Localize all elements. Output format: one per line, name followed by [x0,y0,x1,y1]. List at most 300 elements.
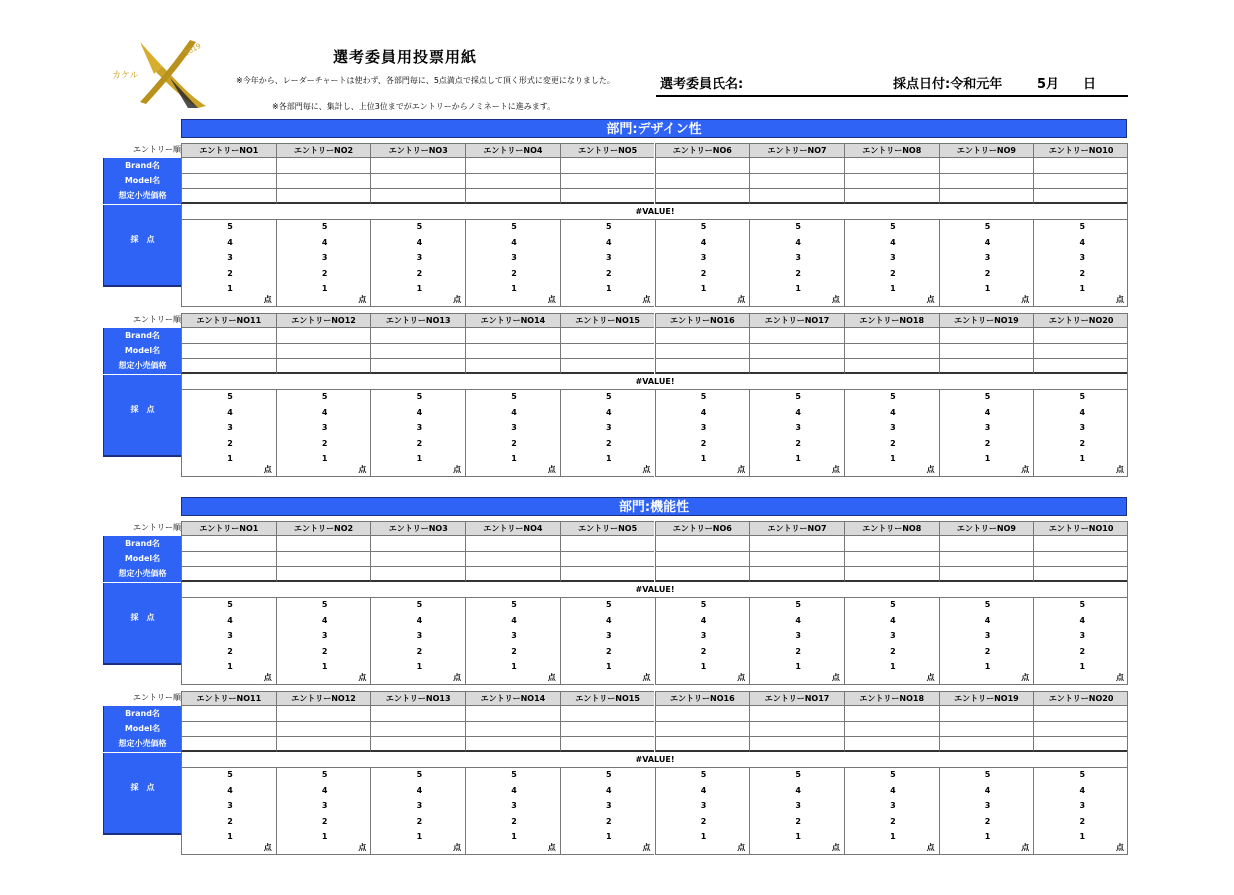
score-option[interactable]: 2 [700,438,707,448]
price-input[interactable] [276,358,371,374]
model-input[interactable] [1033,721,1128,737]
score-option[interactable]: 3 [1079,631,1086,640]
model-input[interactable] [370,173,465,189]
score-option[interactable]: 4 [890,615,896,625]
score-option[interactable]: 4 [890,785,896,795]
score-cell[interactable] [370,220,465,307]
price-input[interactable] [181,188,276,204]
score-option[interactable]: 5 [700,770,707,779]
price-input[interactable] [939,566,1034,582]
model-input[interactable] [560,173,655,189]
model-input[interactable] [181,343,276,359]
score-option[interactable]: 5 [416,222,423,231]
score-option[interactable]: 4 [511,237,517,247]
score-option[interactable]: 4 [511,615,517,625]
score-option[interactable]: 1 [416,662,423,671]
score-option[interactable]: 4 [700,785,707,795]
brand-input[interactable] [655,328,750,344]
score-option[interactable]: 5 [321,392,328,401]
score-option[interactable]: 2 [321,816,328,826]
price-input[interactable] [370,566,465,582]
model-input[interactable] [749,721,844,737]
score-option[interactable]: 4 [984,615,991,625]
score-cell[interactable] [465,390,560,477]
score-option[interactable]: 4 [890,237,896,247]
score-option[interactable]: 3 [321,423,328,432]
score-option[interactable]: 4 [606,407,612,417]
score-option[interactable]: 4 [795,407,801,417]
price-input[interactable] [844,566,939,582]
price-input[interactable] [749,566,844,582]
score-option[interactable]: 4 [321,785,328,795]
score-option[interactable]: 4 [511,407,517,417]
score-option[interactable]: 2 [321,268,328,278]
price-input[interactable] [560,566,655,582]
score-cell[interactable] [749,390,844,477]
brand-input[interactable] [939,536,1034,552]
score-option[interactable]: 1 [511,832,517,841]
score-option[interactable]: 3 [321,631,328,640]
score-cell[interactable] [939,390,1034,477]
score-option[interactable]: 2 [700,646,707,656]
score-option[interactable]: 1 [795,832,801,841]
score-cell[interactable] [181,390,276,477]
price-input[interactable] [939,188,1034,204]
score-option[interactable]: 5 [700,600,707,609]
score-cell[interactable] [560,768,655,855]
score-option[interactable]: 3 [227,801,233,810]
model-input[interactable] [370,721,465,737]
score-option[interactable]: 5 [700,222,707,231]
score-cell[interactable] [370,390,465,477]
score-cell[interactable] [655,598,750,685]
price-input[interactable] [655,358,750,374]
score-cell[interactable] [276,220,371,307]
score-option[interactable]: 4 [1079,237,1086,247]
brand-input[interactable] [465,328,560,344]
score-option[interactable]: 4 [416,237,423,247]
score-option[interactable]: 1 [984,284,991,293]
score-cell[interactable] [1033,768,1128,855]
price-input[interactable] [276,736,371,752]
model-input[interactable] [560,721,655,737]
score-option[interactable]: 3 [795,423,801,432]
score-option[interactable]: 1 [321,662,328,671]
score-cell[interactable] [181,220,276,307]
score-option[interactable]: 2 [511,438,517,448]
model-input[interactable] [465,173,560,189]
score-option[interactable]: 2 [1079,268,1086,278]
score-option[interactable]: 4 [984,237,991,247]
score-option[interactable]: 2 [890,438,896,448]
score-option[interactable]: 3 [984,423,991,432]
score-option[interactable]: 5 [416,600,423,609]
price-input[interactable] [560,188,655,204]
score-option[interactable]: 1 [321,832,328,841]
score-option[interactable]: 2 [700,268,707,278]
brand-input[interactable] [560,706,655,722]
model-input[interactable] [181,551,276,567]
score-option[interactable]: 2 [890,816,896,826]
score-option[interactable]: 5 [606,770,612,779]
brand-input[interactable] [181,158,276,174]
score-option[interactable]: 1 [227,454,233,463]
score-option[interactable]: 5 [606,600,612,609]
score-option[interactable]: 1 [416,284,423,293]
score-cell[interactable] [560,598,655,685]
brand-input[interactable] [655,158,750,174]
score-option[interactable]: 5 [416,770,423,779]
brand-input[interactable] [1033,536,1128,552]
score-option[interactable]: 5 [606,222,612,231]
model-input[interactable] [939,721,1034,737]
score-option[interactable]: 1 [700,284,707,293]
score-option[interactable]: 5 [227,770,233,779]
score-cell[interactable] [844,768,939,855]
model-input[interactable] [1033,173,1128,189]
score-option[interactable]: 3 [1079,253,1086,262]
model-input[interactable] [276,343,371,359]
price-input[interactable] [1033,358,1128,374]
score-option[interactable]: 3 [606,801,612,810]
brand-input[interactable] [844,706,939,722]
score-option[interactable]: 3 [416,253,423,262]
score-option[interactable]: 3 [227,253,233,262]
score-option[interactable]: 4 [227,615,233,625]
brand-input[interactable] [276,158,371,174]
brand-input[interactable] [939,158,1034,174]
score-option[interactable]: 1 [606,662,612,671]
score-cell[interactable] [939,598,1034,685]
score-option[interactable]: 2 [416,816,423,826]
score-option[interactable]: 4 [606,615,612,625]
brand-input[interactable] [181,536,276,552]
brand-input[interactable] [560,328,655,344]
score-option[interactable]: 5 [984,222,991,231]
score-option[interactable]: 2 [606,438,612,448]
score-option[interactable]: 4 [700,237,707,247]
score-cell[interactable] [560,390,655,477]
score-option[interactable]: 1 [606,832,612,841]
score-option[interactable]: 1 [606,454,612,463]
brand-input[interactable] [749,158,844,174]
score-option[interactable]: 1 [890,284,896,293]
score-option[interactable]: 5 [511,600,517,609]
score-cell[interactable] [1033,220,1128,307]
score-option[interactable]: 5 [1079,222,1086,231]
score-cell[interactable] [276,390,371,477]
score-option[interactable]: 3 [700,631,707,640]
price-input[interactable] [749,736,844,752]
brand-input[interactable] [939,328,1034,344]
score-option[interactable]: 3 [890,423,896,432]
brand-input[interactable] [181,328,276,344]
score-option[interactable]: 5 [700,392,707,401]
score-option[interactable]: 1 [984,832,991,841]
score-option[interactable]: 5 [227,600,233,609]
score-cell[interactable] [276,768,371,855]
score-option[interactable]: 2 [416,268,423,278]
score-option[interactable]: 5 [416,392,423,401]
score-option[interactable]: 3 [795,631,801,640]
score-cell[interactable] [655,220,750,307]
model-input[interactable] [939,173,1034,189]
score-option[interactable]: 4 [416,615,423,625]
price-input[interactable] [181,566,276,582]
score-option[interactable]: 1 [511,284,517,293]
score-option[interactable]: 5 [795,392,801,401]
score-option[interactable]: 2 [606,816,612,826]
score-cell[interactable] [1033,390,1128,477]
score-option[interactable]: 3 [984,253,991,262]
price-input[interactable] [560,358,655,374]
model-input[interactable] [1033,343,1128,359]
brand-input[interactable] [465,536,560,552]
price-input[interactable] [370,358,465,374]
score-cell[interactable] [844,220,939,307]
price-input[interactable] [465,736,560,752]
price-input[interactable] [181,358,276,374]
score-option[interactable]: 5 [984,392,991,401]
score-option[interactable]: 5 [321,600,328,609]
price-input[interactable] [181,736,276,752]
brand-input[interactable] [370,706,465,722]
brand-input[interactable] [655,706,750,722]
price-input[interactable] [276,566,371,582]
score-option[interactable]: 5 [890,392,896,401]
price-input[interactable] [1033,566,1128,582]
model-input[interactable] [655,343,750,359]
model-input[interactable] [181,721,276,737]
price-input[interactable] [844,358,939,374]
score-option[interactable]: 3 [700,423,707,432]
brand-input[interactable] [844,328,939,344]
model-input[interactable] [465,721,560,737]
score-option[interactable]: 3 [700,801,707,810]
score-option[interactable]: 5 [511,392,517,401]
price-input[interactable] [370,736,465,752]
score-option[interactable]: 2 [227,268,233,278]
score-option[interactable]: 3 [227,631,233,640]
brand-input[interactable] [844,158,939,174]
score-option[interactable]: 1 [1079,662,1086,671]
score-option[interactable]: 2 [321,438,328,448]
score-option[interactable]: 2 [1079,438,1086,448]
score-option[interactable]: 2 [984,646,991,656]
score-option[interactable]: 2 [321,646,328,656]
score-option[interactable]: 1 [1079,284,1086,293]
model-input[interactable] [465,551,560,567]
score-option[interactable]: 4 [795,237,801,247]
model-input[interactable] [749,343,844,359]
score-option[interactable]: 4 [1079,785,1086,795]
score-option[interactable]: 1 [1079,832,1086,841]
score-option[interactable]: 5 [321,770,328,779]
price-input[interactable] [844,188,939,204]
brand-input[interactable] [181,706,276,722]
price-input[interactable] [1033,736,1128,752]
score-cell[interactable] [370,598,465,685]
model-input[interactable] [655,173,750,189]
price-input[interactable] [370,188,465,204]
brand-input[interactable] [370,158,465,174]
score-option[interactable]: 5 [227,222,233,231]
score-cell[interactable] [939,768,1034,855]
score-option[interactable]: 1 [700,832,707,841]
score-option[interactable]: 1 [227,284,233,293]
price-input[interactable] [655,736,750,752]
score-option[interactable]: 2 [606,646,612,656]
score-option[interactable]: 5 [1079,392,1086,401]
score-option[interactable]: 5 [1079,770,1086,779]
brand-input[interactable] [1033,158,1128,174]
model-input[interactable] [939,343,1034,359]
model-input[interactable] [370,343,465,359]
score-option[interactable]: 2 [795,816,801,826]
score-option[interactable]: 5 [1079,600,1086,609]
score-cell[interactable] [181,768,276,855]
score-option[interactable]: 5 [321,222,328,231]
model-input[interactable] [844,721,939,737]
score-option[interactable]: 4 [606,237,612,247]
score-option[interactable]: 1 [700,454,707,463]
price-input[interactable] [939,736,1034,752]
score-option[interactable]: 5 [511,222,517,231]
score-option[interactable]: 1 [321,284,328,293]
score-cell[interactable] [749,220,844,307]
brand-input[interactable] [655,536,750,552]
score-option[interactable]: 4 [227,237,233,247]
price-input[interactable] [276,188,371,204]
score-option[interactable]: 5 [890,600,896,609]
score-option[interactable]: 4 [416,785,423,795]
price-input[interactable] [749,358,844,374]
model-input[interactable] [939,551,1034,567]
model-input[interactable] [655,551,750,567]
score-option[interactable]: 2 [700,816,707,826]
score-option[interactable]: 1 [700,662,707,671]
score-option[interactable]: 3 [416,801,423,810]
model-input[interactable] [560,343,655,359]
score-option[interactable]: 3 [416,423,423,432]
model-input[interactable] [844,173,939,189]
score-option[interactable]: 3 [890,253,896,262]
score-option[interactable]: 1 [227,662,233,671]
score-cell[interactable] [844,390,939,477]
brand-input[interactable] [749,706,844,722]
score-option[interactable]: 4 [511,785,517,795]
score-option[interactable]: 3 [321,801,328,810]
price-input[interactable] [844,736,939,752]
score-option[interactable]: 2 [795,646,801,656]
score-cell[interactable] [749,598,844,685]
model-input[interactable] [465,343,560,359]
score-option[interactable]: 5 [890,770,896,779]
score-option[interactable]: 3 [700,253,707,262]
model-input[interactable] [655,721,750,737]
score-option[interactable]: 3 [606,423,612,432]
score-option[interactable]: 4 [984,785,991,795]
score-option[interactable]: 3 [416,631,423,640]
score-option[interactable]: 5 [606,392,612,401]
score-option[interactable]: 2 [984,816,991,826]
score-option[interactable]: 3 [984,801,991,810]
score-option[interactable]: 5 [890,222,896,231]
price-input[interactable] [465,188,560,204]
brand-input[interactable] [560,536,655,552]
score-option[interactable]: 2 [984,268,991,278]
model-input[interactable] [276,551,371,567]
score-option[interactable]: 2 [890,268,896,278]
score-option[interactable]: 1 [890,832,896,841]
score-cell[interactable] [465,768,560,855]
score-option[interactable]: 2 [1079,816,1086,826]
score-option[interactable]: 2 [511,816,517,826]
brand-input[interactable] [1033,706,1128,722]
score-option[interactable]: 1 [795,284,801,293]
score-option[interactable]: 3 [890,801,896,810]
score-option[interactable]: 3 [984,631,991,640]
score-option[interactable]: 4 [890,407,896,417]
score-cell[interactable] [655,768,750,855]
score-option[interactable]: 1 [890,662,896,671]
score-option[interactable]: 1 [416,832,423,841]
score-option[interactable]: 3 [606,631,612,640]
score-option[interactable]: 4 [795,615,801,625]
score-option[interactable]: 3 [511,631,517,640]
score-option[interactable]: 3 [1079,801,1086,810]
score-option[interactable]: 3 [606,253,612,262]
score-cell[interactable] [939,220,1034,307]
model-input[interactable] [844,343,939,359]
score-option[interactable]: 4 [795,785,801,795]
score-option[interactable]: 4 [1079,615,1086,625]
brand-input[interactable] [276,328,371,344]
score-option[interactable]: 5 [984,770,991,779]
score-option[interactable]: 2 [890,646,896,656]
score-option[interactable]: 2 [511,646,517,656]
brand-input[interactable] [465,706,560,722]
score-option[interactable]: 5 [227,392,233,401]
score-option[interactable]: 1 [1079,454,1086,463]
score-option[interactable]: 2 [984,438,991,448]
brand-input[interactable] [370,536,465,552]
brand-input[interactable] [844,536,939,552]
model-input[interactable] [276,173,371,189]
score-option[interactable]: 1 [511,454,517,463]
price-input[interactable] [465,566,560,582]
score-option[interactable]: 3 [795,253,801,262]
price-input[interactable] [465,358,560,374]
price-input[interactable] [560,736,655,752]
score-option[interactable]: 4 [700,407,707,417]
brand-input[interactable] [560,158,655,174]
score-cell[interactable] [370,768,465,855]
score-option[interactable]: 2 [416,438,423,448]
score-option[interactable]: 1 [984,454,991,463]
score-cell[interactable] [1033,598,1128,685]
price-input[interactable] [749,188,844,204]
score-option[interactable]: 3 [511,801,517,810]
score-option[interactable]: 1 [416,454,423,463]
model-input[interactable] [1033,551,1128,567]
brand-input[interactable] [465,158,560,174]
score-option[interactable]: 2 [795,268,801,278]
score-cell[interactable] [749,768,844,855]
price-input[interactable] [655,188,750,204]
brand-input[interactable] [749,536,844,552]
score-option[interactable]: 2 [1079,646,1086,656]
